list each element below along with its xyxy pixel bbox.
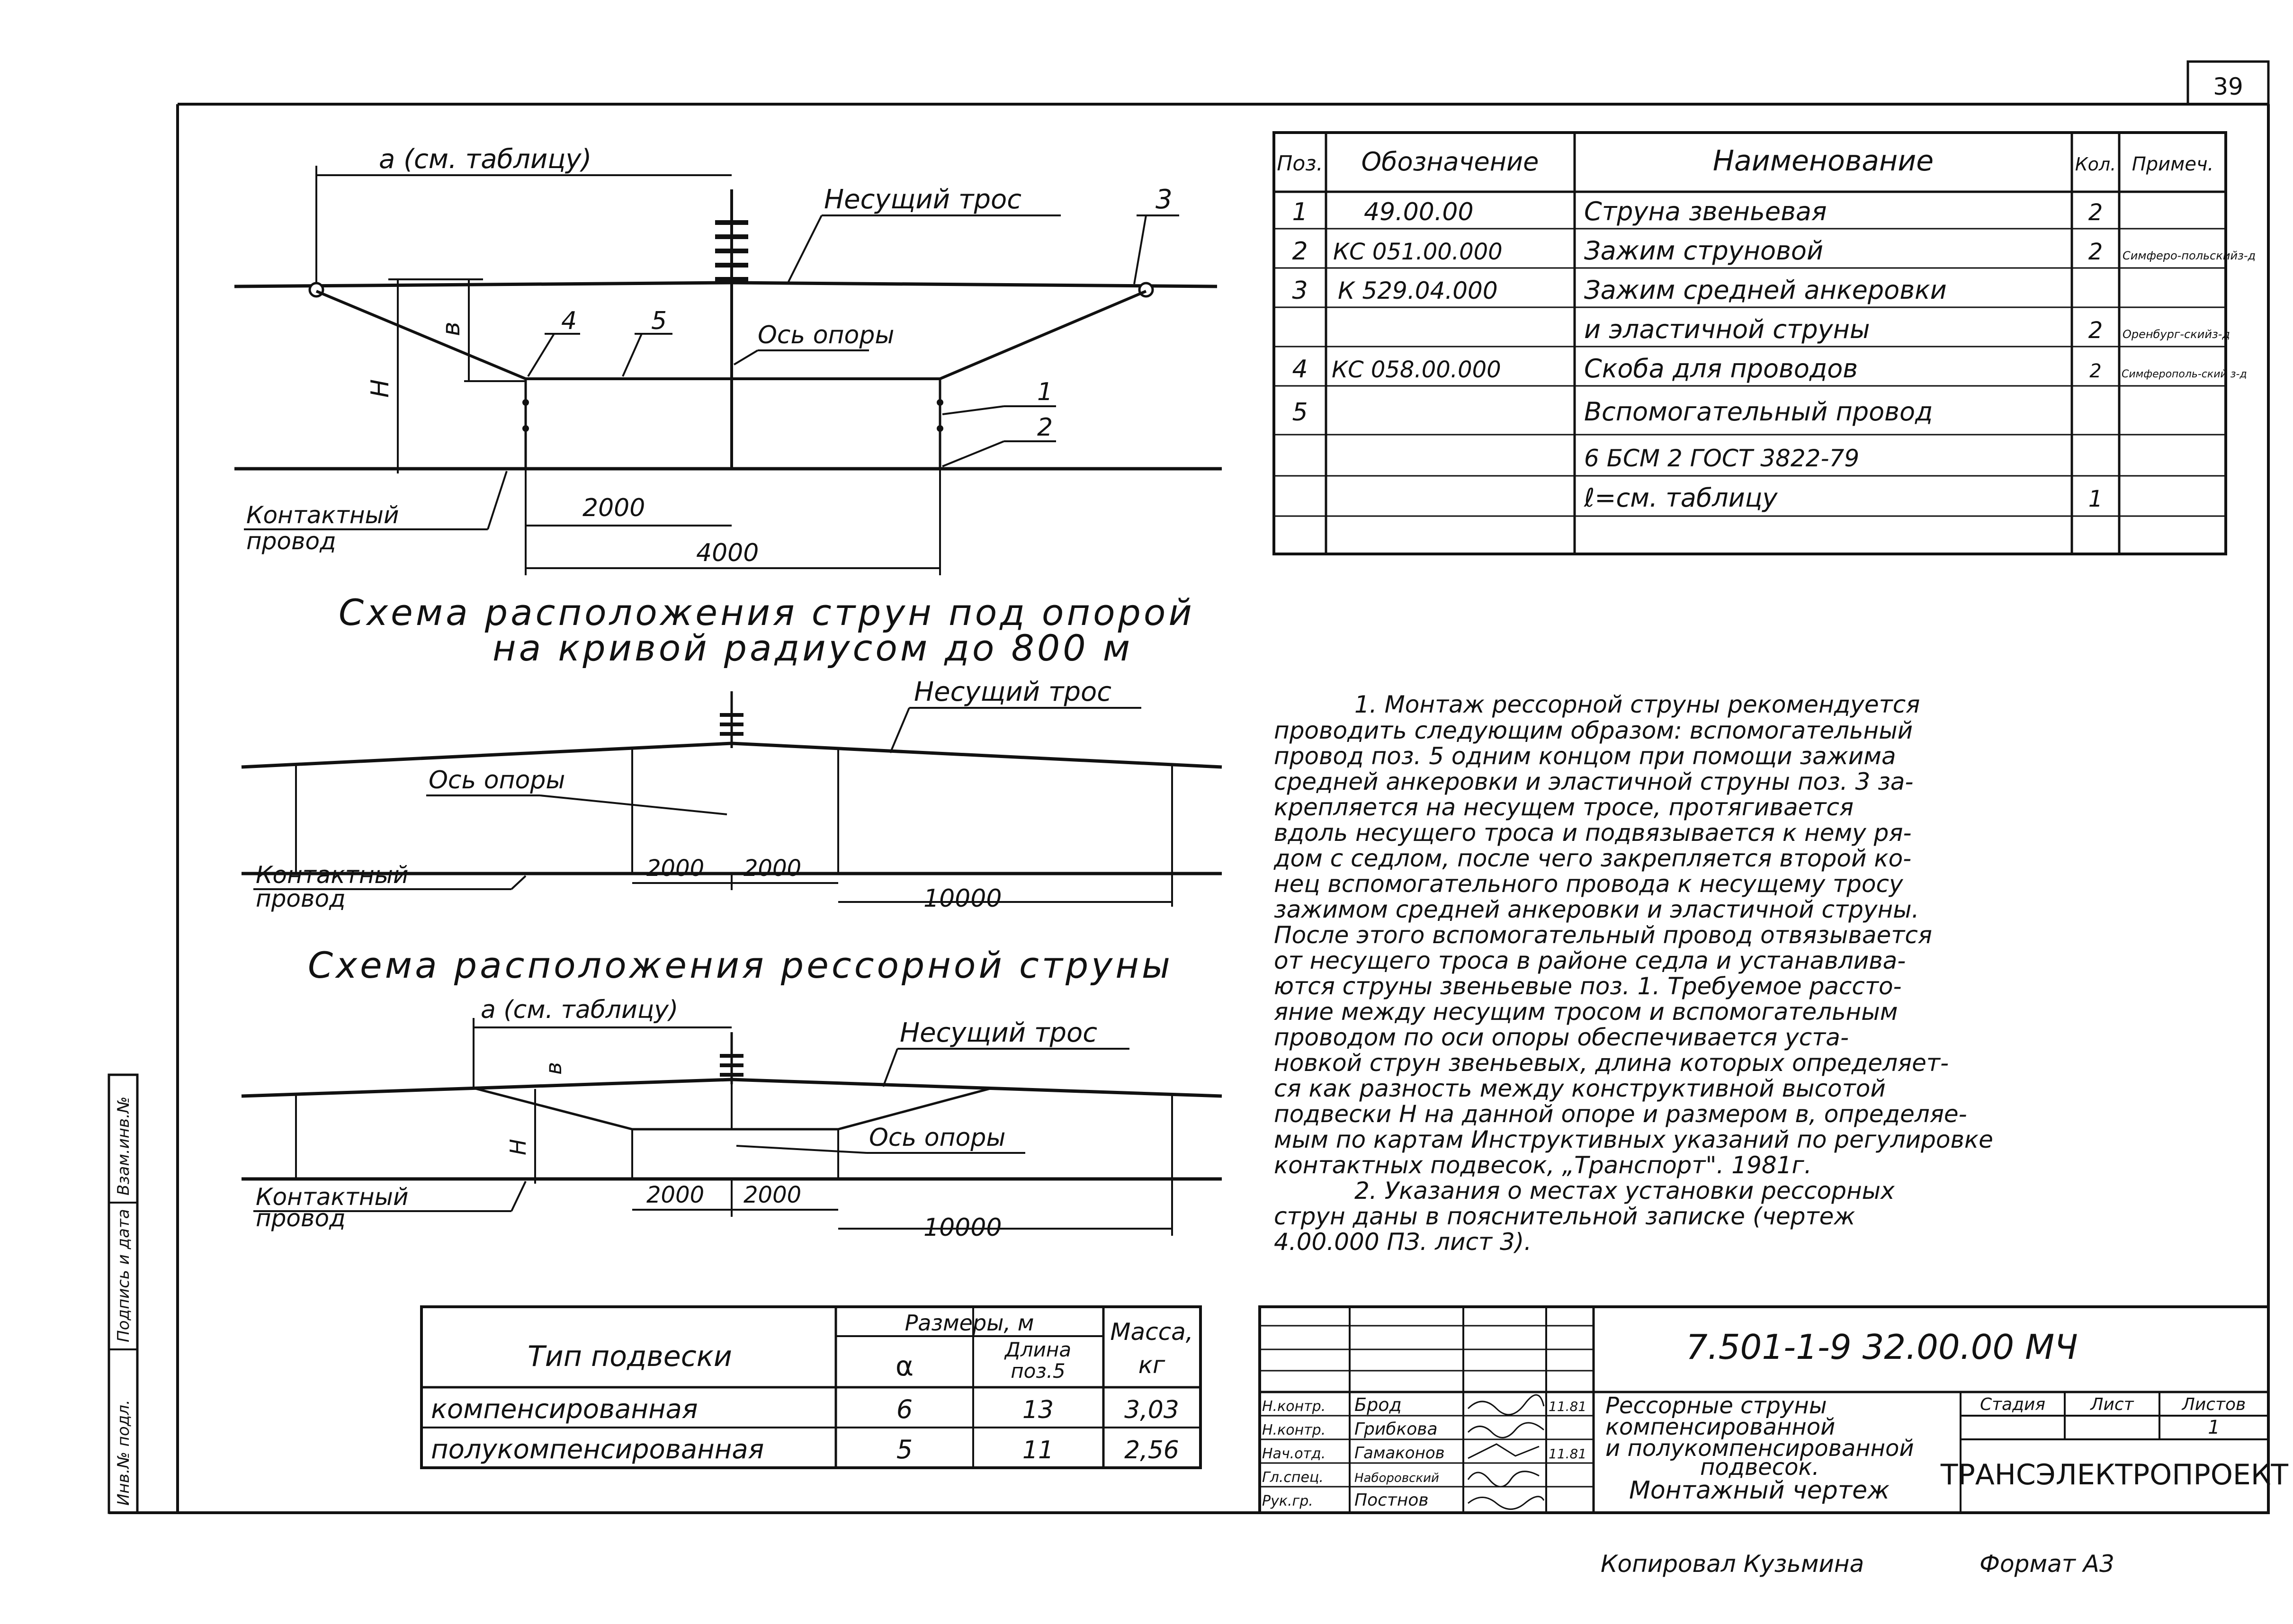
signature-icon bbox=[1468, 1472, 1539, 1487]
stamp-title-2: компенсированной bbox=[1605, 1414, 1836, 1440]
stamp-title-1: Рессорные струны bbox=[1605, 1392, 1827, 1419]
diagram-mid bbox=[242, 677, 1222, 913]
spec-designation: К 529.04.000 bbox=[1338, 277, 1498, 304]
spec-header-pos: Поз. bbox=[1277, 152, 1323, 176]
size-header-a: α bbox=[895, 1350, 914, 1382]
note-line: ся как разность между конструктивной высотой bbox=[1274, 1075, 1886, 1102]
stamp-title-5: Монтажный чертеж bbox=[1629, 1476, 1890, 1505]
signer-name: Наборовский bbox=[1354, 1471, 1439, 1485]
pos-4-label: 4 bbox=[561, 307, 577, 335]
signer-name: Постнов bbox=[1354, 1490, 1429, 1510]
note-line: контактных подвесок, „Транспорт". 1981г. bbox=[1274, 1151, 1812, 1179]
signature-icon bbox=[1468, 1497, 1544, 1509]
size-header-sizes: Размеры, м bbox=[905, 1310, 1034, 1336]
signature-icon bbox=[1468, 1423, 1544, 1437]
spec-name: Скоба для проводов bbox=[1584, 354, 1858, 384]
note-line: проводить следующим образом: вспомогательный bbox=[1274, 717, 1913, 744]
dim-2000b: 2000 bbox=[743, 855, 802, 882]
spec-pos: 4 bbox=[1292, 355, 1308, 384]
note-line: яние между несущим тросом и вспомогательным bbox=[1274, 998, 1898, 1026]
droppers bbox=[296, 1084, 1172, 1179]
contact-wire-label-2: провод bbox=[256, 885, 346, 912]
signer-role: Нач.отд. bbox=[1262, 1446, 1326, 1462]
note-line: струн даны в пояснительной записке (чертеж bbox=[1274, 1203, 1855, 1230]
note-line: 2. Указания о местах установки рессорных bbox=[1354, 1177, 1895, 1205]
dim-2000: 2000 bbox=[582, 494, 645, 522]
size-header-len-2: поз.5 bbox=[1011, 1359, 1066, 1383]
side-stamp-replace: Взам.инв.№ bbox=[114, 1096, 133, 1196]
dim-a-label: а (см. таблицу) bbox=[379, 144, 592, 175]
contact-wire-label-2: провод bbox=[246, 527, 336, 555]
note-line: нец вспомогательного провода к несущему тросу bbox=[1274, 870, 1903, 898]
note-line: проводом по оси опоры обеспечивается уста- bbox=[1274, 1024, 1849, 1051]
size-type: полукомпенсированная bbox=[431, 1434, 764, 1465]
spec-row-3 bbox=[1292, 275, 1946, 305]
title-1-line-2: на кривой радиусом до 800 м bbox=[493, 627, 1133, 669]
signer-date: 11.81 bbox=[1549, 1399, 1587, 1414]
signer-role: Рук.гр. bbox=[1262, 1493, 1313, 1509]
dim-2000a: 2000 bbox=[646, 855, 705, 882]
signer-date: 11.81 bbox=[1549, 1446, 1587, 1462]
signer-row-2 bbox=[1262, 1419, 1544, 1439]
spec-row-1 bbox=[1292, 196, 2103, 226]
doc-code: 7.501-1-9 32.00.00 МЧ bbox=[1686, 1327, 2078, 1367]
spec-pos: 1 bbox=[1292, 198, 1308, 226]
spec-name: Струна звеньевая bbox=[1584, 196, 1827, 226]
label-b: в bbox=[541, 1062, 566, 1075]
spec-name: Зажим средней анкеровки bbox=[1584, 275, 1947, 305]
spec-row-3b bbox=[1584, 314, 2230, 344]
spec-name: и эластичной струны bbox=[1584, 314, 1870, 344]
signer-name: Брод bbox=[1354, 1394, 1402, 1415]
spec-row-2 bbox=[1292, 236, 2256, 266]
spec-pos: 2 bbox=[1292, 237, 1308, 266]
carrier-cable-label: Несущий трос bbox=[900, 1017, 1098, 1048]
signer-name: Грибкова bbox=[1354, 1419, 1438, 1439]
dim-10000: 10000 bbox=[923, 884, 1002, 913]
note-line: дом с седлом, после чего закрепляется второй ко- bbox=[1274, 845, 1912, 872]
spec-qty: 2 bbox=[2089, 360, 2102, 382]
signer-row-4 bbox=[1262, 1469, 1539, 1487]
size-a: 6 bbox=[896, 1394, 913, 1424]
org-name: ТРАНСЭЛЕКТРОПРОЕКТ bbox=[1940, 1458, 2289, 1491]
note-line: 4.00.000 ПЗ. лист 3). bbox=[1274, 1228, 1532, 1256]
spec-note: Симферополь-ский з-д bbox=[2122, 368, 2247, 380]
spec-qty: 2 bbox=[2088, 199, 2103, 226]
size-len: 13 bbox=[1022, 1396, 1054, 1424]
spec-name: 6 БСМ 2 ГОСТ 3822-79 bbox=[1584, 445, 1860, 472]
spec-pos: 3 bbox=[1292, 277, 1308, 305]
note-line: После этого вспомогательный провод отвязывается bbox=[1274, 921, 1932, 949]
carrier-cable-label: Несущий трос bbox=[824, 184, 1022, 215]
spec-qty: 2 bbox=[2088, 239, 2103, 265]
note-line: новкой струн звеньевых, длина которых определяет- bbox=[1274, 1049, 1949, 1077]
size-header-mass-1: Масса, bbox=[1110, 1318, 1193, 1346]
footer-copied: Копировал Кузьмина bbox=[1601, 1550, 1864, 1578]
droppers bbox=[296, 748, 1172, 874]
contact-wire-label-1: Контактный bbox=[256, 861, 409, 889]
spec-designation: КС 051.00.000 bbox=[1333, 239, 1503, 265]
size-mass: 2,56 bbox=[1124, 1436, 1179, 1464]
note-line: крепляется на несущем тросе, протягивается bbox=[1274, 794, 1854, 821]
title-block bbox=[1260, 1307, 2288, 1513]
pos-5-label: 5 bbox=[651, 307, 667, 335]
spec-note: Симферо-польскийз-д bbox=[2123, 249, 2256, 262]
notes bbox=[1273, 691, 1993, 1256]
spec-header-designation: Обозначение bbox=[1361, 147, 1539, 177]
note-line: подвески Н на данной опоре и размером в, определяе- bbox=[1274, 1100, 1967, 1128]
side-stamp-inv: Инв.№ подл. bbox=[114, 1400, 133, 1506]
spring-wire bbox=[474, 1088, 992, 1129]
signer-row-3 bbox=[1262, 1444, 1586, 1463]
dim-10000: 10000 bbox=[923, 1214, 1002, 1242]
contact-wire-label-1: Контактный bbox=[246, 501, 399, 529]
spec-qty: 2 bbox=[2088, 317, 2103, 344]
dim-2000a: 2000 bbox=[646, 1182, 705, 1208]
size-row-1 bbox=[431, 1394, 1179, 1425]
side-stamp bbox=[109, 1075, 137, 1513]
spec-designation: 49.00.00 bbox=[1364, 198, 1474, 226]
signer-row-5 bbox=[1262, 1490, 1544, 1510]
carrier-cable-label: Несущий трос bbox=[914, 677, 1112, 707]
note-line: зажимом средней анкеровки и эластичной струны. bbox=[1274, 896, 1919, 923]
pos-1-label: 1 bbox=[1037, 378, 1053, 406]
spec-note: Оренбург-скийз-д bbox=[2123, 328, 2230, 341]
stamp-stage-header: Стадия bbox=[1980, 1395, 2046, 1414]
signer-role: Н.контр. bbox=[1262, 1398, 1326, 1415]
contact-wire-label-1: Контактный bbox=[256, 1183, 409, 1211]
dim-4000: 4000 bbox=[696, 539, 759, 567]
signer-row-1 bbox=[1262, 1394, 1586, 1415]
diagram-top bbox=[234, 144, 1222, 575]
diagram-bot bbox=[242, 996, 1222, 1242]
spec-name: Вспомогательный провод bbox=[1584, 397, 1933, 427]
label-H: Н bbox=[366, 379, 394, 398]
support-axis-label: Ось опоры bbox=[429, 766, 565, 794]
note-line: вдоль несущего троса и подвязывается к нему ря- bbox=[1274, 819, 1912, 847]
spec-row-4 bbox=[1292, 354, 2247, 384]
support-axis-label: Ось опоры bbox=[758, 321, 895, 349]
size-table bbox=[421, 1307, 1200, 1468]
spec-row-5b bbox=[1584, 445, 1859, 472]
size-header-mass-2: кг bbox=[1138, 1351, 1165, 1379]
stamp-sheets-header: Листов bbox=[2182, 1395, 2246, 1414]
label-H: Н bbox=[505, 1139, 531, 1155]
label-b: в bbox=[437, 321, 466, 336]
note-line: провод поз. 5 одним концом при помощи зажима bbox=[1274, 742, 1896, 770]
dim-a-label: а (см. таблицу) bbox=[481, 996, 679, 1024]
side-stamp-sign: Подпись и дата bbox=[114, 1209, 133, 1342]
spec-row-5c bbox=[1584, 483, 2103, 513]
signer-role: Н.контр. bbox=[1262, 1422, 1326, 1438]
spec-header-qty: Кол. bbox=[2075, 154, 2116, 175]
dim-2000b: 2000 bbox=[743, 1182, 802, 1208]
contact-wire-label-2: провод bbox=[256, 1205, 346, 1232]
note-line: 1. Монтаж рессорной струны рекомендуется bbox=[1354, 691, 1920, 718]
signer-name: Гамаконов bbox=[1354, 1444, 1445, 1463]
title-1-line-1: Схема расположения струн под опорой bbox=[339, 591, 1195, 634]
title-2: Схема расположения рессорной струны bbox=[308, 944, 1173, 986]
support-axis-label: Ось опоры bbox=[869, 1124, 1006, 1152]
size-a: 5 bbox=[896, 1435, 913, 1464]
spec-pos: 5 bbox=[1292, 398, 1308, 427]
note-line: средней анкеровки и эластичной струны поз. 3 за- bbox=[1274, 768, 1914, 795]
spec-table bbox=[1274, 133, 2256, 554]
size-type: компенсированная bbox=[431, 1394, 698, 1425]
note-line: ются струны звеньевые поз. 1. Требуемое рассто- bbox=[1274, 973, 1902, 1000]
size-mass: 3,03 bbox=[1124, 1396, 1179, 1424]
stamp-sheets-value: 1 bbox=[2208, 1417, 2220, 1438]
pos-3-label: 3 bbox=[1155, 184, 1173, 215]
footer-format: Формат А3 bbox=[1980, 1550, 2114, 1578]
size-row-2 bbox=[431, 1434, 1179, 1465]
signature-icon bbox=[1468, 1444, 1539, 1458]
spec-header-note: Примеч. bbox=[2132, 153, 2214, 175]
spec-header-name: Наименование bbox=[1712, 144, 1934, 178]
size-len: 11 bbox=[1022, 1436, 1054, 1464]
spec-row-5 bbox=[1292, 397, 1933, 427]
stamp-title-3: и полукомпенсированной bbox=[1605, 1435, 1914, 1462]
note-line: мым по картам Инструктивных указаний по регулировке bbox=[1274, 1126, 1993, 1153]
sheet-number: 39 bbox=[2213, 73, 2243, 100]
spec-qty: 1 bbox=[2088, 486, 2103, 512]
signature-icon bbox=[1468, 1395, 1544, 1415]
spec-designation: КС 058.00.000 bbox=[1332, 357, 1501, 383]
spec-name: ℓ=см. таблицу bbox=[1584, 483, 1778, 513]
spec-name: Зажим струновой bbox=[1584, 236, 1824, 266]
stamp-sheet-header: Лист bbox=[2090, 1395, 2134, 1414]
stamp-title-4: подвесок. bbox=[1700, 1454, 1819, 1481]
size-header-type: Тип подвески bbox=[528, 1340, 732, 1373]
size-header-len-1: Длина bbox=[1004, 1338, 1072, 1361]
signer-role: Гл.спец. bbox=[1262, 1469, 1324, 1486]
pos-2-label: 2 bbox=[1037, 413, 1053, 442]
note-line: от несущего троса в районе седла и устанавлива- bbox=[1274, 947, 1906, 974]
